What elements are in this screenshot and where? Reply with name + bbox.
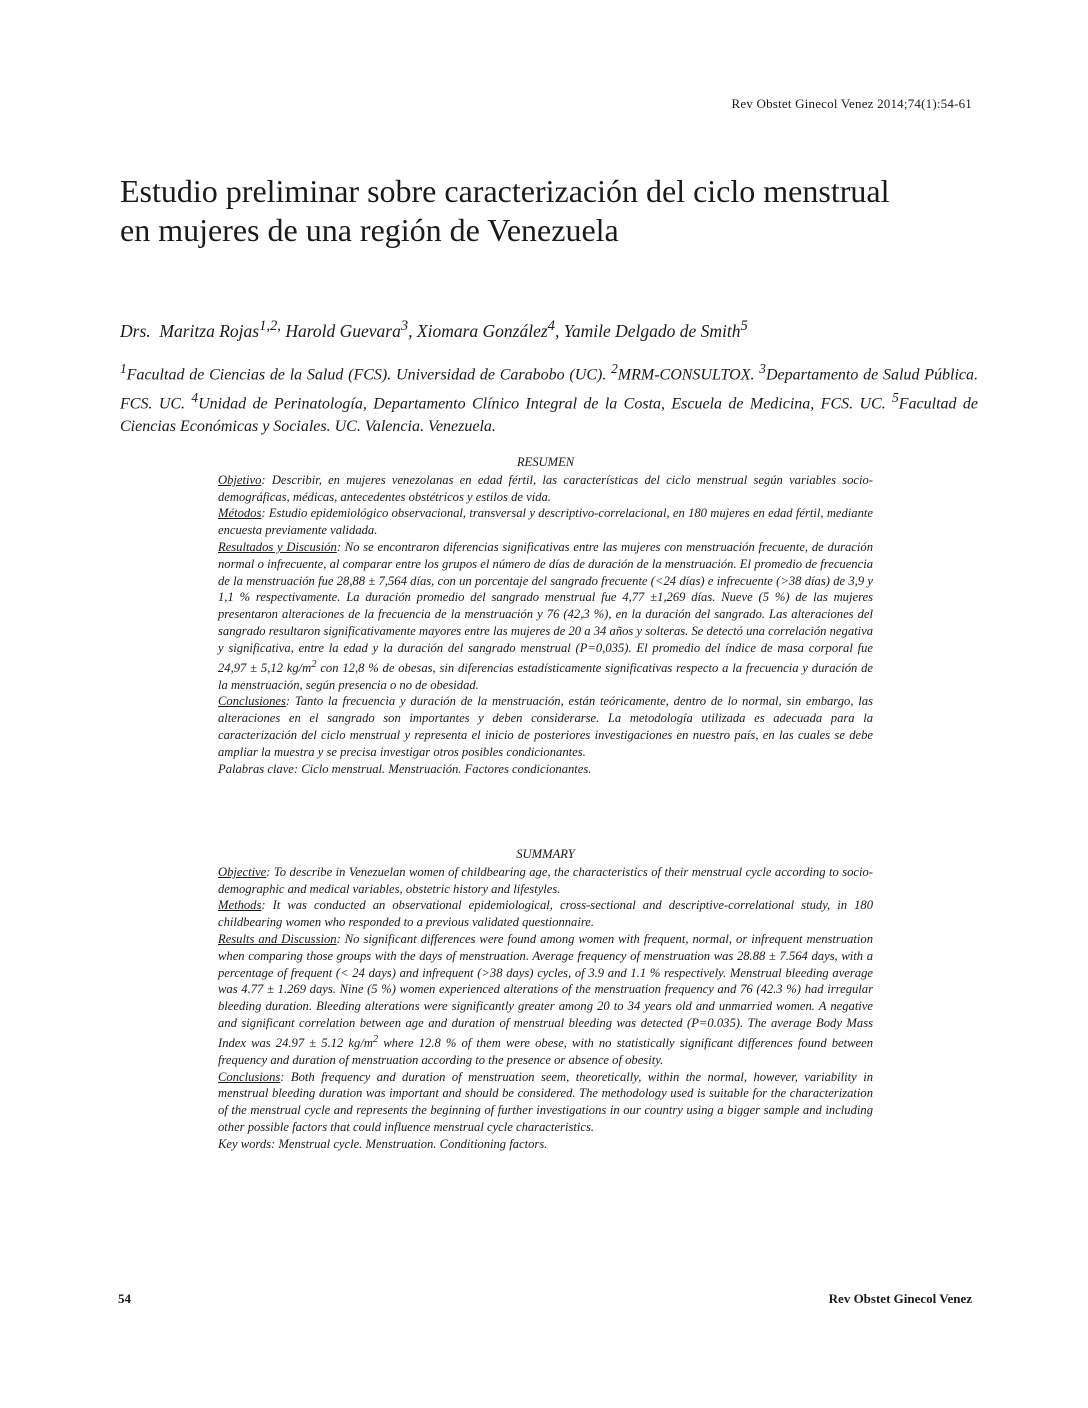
objective-label: Objective <box>218 864 267 879</box>
affiliation-mark: 1 <box>120 361 127 376</box>
author-list: Drs. Maritza Rojas$^{1,2,}$ Harold Guevara$^3$, Xiomara González$^4$, Yamile Delgado de Smith$^5$ <box>120 318 748 341</box>
conclusiones-label: Conclusiones <box>218 694 286 709</box>
affiliation-mark: 2 <box>611 361 618 376</box>
results-text-continued: where 12.8 % of them were obese, with no statistically significant differences found between frequency and duration of menstruation according to the presence or absence of obesity. <box>218 1035 874 1067</box>
affiliations <box>120 358 978 438</box>
title-line-2: en mujeres de una región de Venezuela <box>120 212 619 248</box>
journal-reference: Rev Obstet Ginecol Venez 2014;74(1):54-61 <box>731 96 972 111</box>
author-affiliation-mark: 4 <box>547 318 555 334</box>
author-affiliation-mark: 3 <box>400 318 409 334</box>
metodos-label: Métodos <box>218 506 262 521</box>
author-affiliation-mark: 5 <box>740 318 748 334</box>
conclusiones-paragraph <box>218 693 873 760</box>
objective-text: : To describe in Venezuelan women of childbearing age, the characteristics of their menstrual cycle according to socio-demographic and medical variables, obstetric history and lifestyles. <box>218 864 873 896</box>
affiliation-text: Departamento de Salud Pública. FCS. UC. <box>120 366 978 413</box>
metodos-text: : Estudio epidemiológico observacional, transversal y descriptivo-correlacional, en 180 mujeres en edad fértil, mediante encuesta previamente validada. <box>218 506 873 538</box>
objetivo-paragraph <box>218 472 873 506</box>
objetivo-text: : Describir, en mujeres venezolanas en edad fértil, las características del ciclo menstrual según variables socio-demográficas, médicas, antecedentes obstétricos y estilos de vida. <box>218 472 873 504</box>
author-name: Yamile Delgado de Smith <box>563 320 741 341</box>
abstract-english <box>218 846 873 1153</box>
results-paragraph <box>218 931 873 1069</box>
resultados-superscript: 2 <box>311 658 317 670</box>
objetivo-label: Objetivo <box>218 472 262 487</box>
resultados-paragraph <box>218 539 873 693</box>
affiliation-text: MRM-CONSULTOX. <box>617 366 760 384</box>
conclusions-paragraph <box>218 1069 873 1136</box>
results-text: : No significant differences were found among women with frequent, normal, or infrequent menstruation when comparing those groups with the days of menstruation. Average frequency of menstruation was 28.88 ± 7.564 days, with a percentage of frequent (< 24 days) and infrequent (>38 days) cycles, of 3.9 and 1.1 % respectively. Menstrual bleeding average was 4.77 ± 1.269 days. Nine (5 %) women experienced alterations of the menstruation frequency and 76 (42.3 %) had irregular bleeding duration. Bleeding alterations were significantly greater among 20 to 34 years old and unmarried women. A negative and significant correlation between age and duration of menstrual bleeding was detected (P=0.035). The average Body Mass Index was 24.97 ± 5.12 kg/m <box>218 931 873 1050</box>
summary-heading: SUMMARY <box>516 847 575 861</box>
conclusions-text: : Both frequency and duration of menstruation seem, theoretically, within the normal, however, variability in menstrual bleeding duration was important and should be considered. The methodology used is suitable for the characterization of the menstrual cycle and represents the beginning of further investigations in our country using a bigger sample and including other possible factors that could influence menstrual cycle characteristics. <box>218 1069 873 1134</box>
metodos-paragraph <box>218 505 873 539</box>
conclusions-label: Conclusions <box>218 1069 281 1084</box>
affiliation-mark: 3 <box>759 361 766 376</box>
resumen-heading: RESUMEN <box>516 455 575 469</box>
title-line-1: Estudio preliminar sobre caracterización del ciclo menstrual <box>120 173 890 209</box>
affiliation-text: Facultad de Ciencias de la Salud (FCS). Universidad de Carabobo (UC). <box>126 366 612 384</box>
affiliation-mark: 4 <box>191 389 199 405</box>
affiliation-text: Facultad de Ciencias Económicas y Sociales. UC. Valencia. Venezuela. <box>120 395 979 435</box>
affiliation-mark: 5 <box>892 389 899 405</box>
results-label: Results and Discussion <box>218 931 337 946</box>
key-words: Key words: Menstrual cycle. Menstruation. Conditioning factors. <box>218 1136 548 1151</box>
objective-paragraph <box>218 864 873 898</box>
results-superscript: 2 <box>372 1033 379 1045</box>
abstract-spanish <box>218 454 873 777</box>
footer-journal-name: Rev Obstet Ginecol Venez <box>828 1291 972 1306</box>
methods-label: Methods <box>218 898 262 913</box>
resultados-text: : No se encontraron diferencias significativas entre las mujeres con menstruación frecuente, de duración normal o infrecuente, al comparar entre los grupos el número de días de duración de la menstruación. El promedio de frecuencia de la menstruación fue 28,88 ± 7,564 días, con un porcentaje del sangrado frecuente (<24 días) e infrecuente (>38 días) de 3,9 y 1,1 % respectivamente. La duración promedio del sangrado menstrual fue 4,77 ±1,269 días. Nueve (5 %) de las mujeres presentaron alteraciones de la frecuencia de la menstruación y 76 (42,3 %), en la duración del sangrado. Las alteraciones del sangrado resultaron significativamente mayores entre las mujeres de 20 a 34 años y solteras. Se detectó una correlación negativa y significativa, entre la edad y la duración del sangrado menstrual (P=0,035). El promedio del índice de masa corporal fue 24,97 ± 5,12 kg/m <box>218 539 873 675</box>
article-title <box>120 172 980 250</box>
palabras-clave: Palabras clave: Ciclo menstrual. Menstruación. Factores condicionantes. <box>218 761 592 776</box>
author-name: Harold Guevara <box>285 320 401 341</box>
affiliation-text: Unidad de Perinatología, Departamento Clínico Integral de la Costa, Escuela de Medicina, FCS. UC. <box>198 395 893 413</box>
author-name: Xiomara González <box>416 320 548 341</box>
conclusiones-text: : Tanto la frecuencia y duración de la menstruación, están teóricamente, dentro de lo normal, sin embargo, las alteraciones en el sangrado son importantes y deben considerarse. La metodología utilizada es adecuada para la caracterización del ciclo menstrual y representa el inicio de posteriores investigaciones en nuestro país, en las cuales se debe ampliar la muestra y se precisa investigar otros posibles condicionantes. <box>218 694 873 759</box>
author-name: Maritza Rojas <box>159 320 260 341</box>
methods-paragraph <box>218 897 873 931</box>
author-affiliation-mark: 1,2, <box>259 318 281 334</box>
methods-text: : It was conducted an observational epidemiological, cross-sectional and descriptive-correlational study, in 180 childbearing women who responded to a previous validated questionnaire. <box>218 898 873 930</box>
authors-prefix: Drs. <box>120 320 151 341</box>
page-number: 54 <box>118 1291 131 1306</box>
resultados-text-continued: con 12,8 % de obesas, sin diferencias estadísticamente significativas respecto a la frecuencia y duración de la menstruación, según presencia o no de obesidad. <box>218 660 873 692</box>
resultados-label: Resultados y Discusión <box>218 539 337 554</box>
